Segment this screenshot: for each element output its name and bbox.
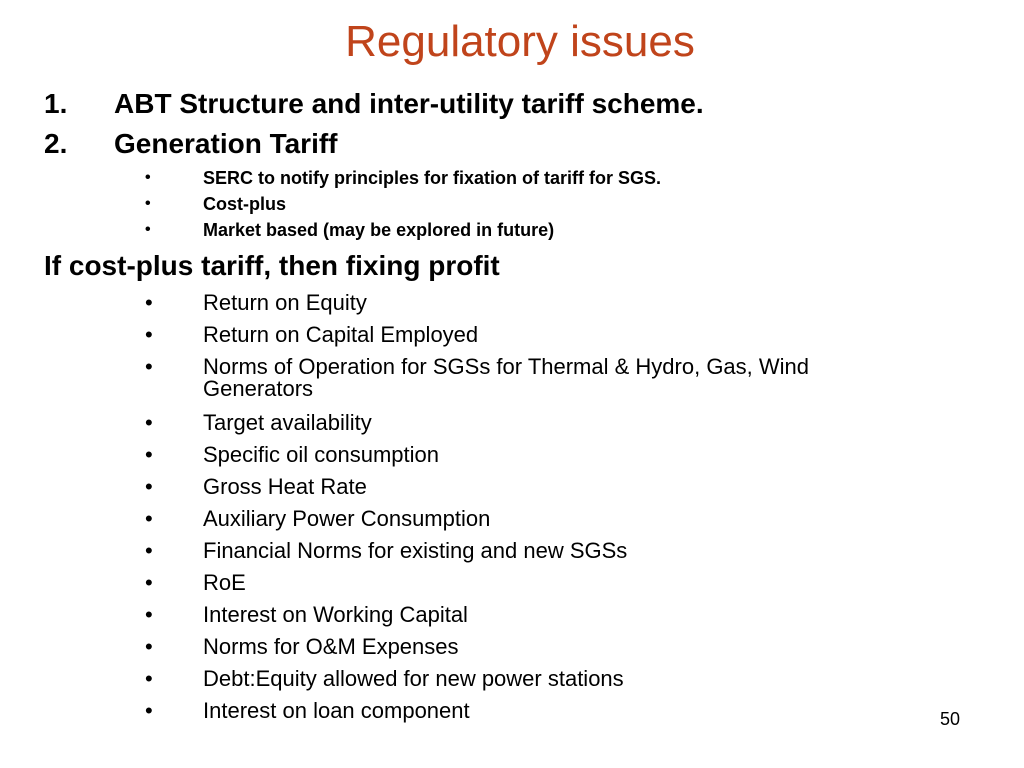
bullet-icon: •: [145, 570, 153, 595]
bullet-text: Interest on loan component: [203, 698, 470, 723]
numbered-item-1-number: 1.: [44, 88, 68, 119]
bullet-text: RoE: [203, 570, 246, 595]
bullet-icon: •: [145, 506, 153, 531]
bullet-text: Debt:Equity allowed for new power stations: [203, 666, 624, 691]
sub-bullet-text: SERC to notify principles for fixation of tariff for SGS.: [203, 168, 662, 188]
sub-bullet-text: Cost-plus: [203, 194, 286, 214]
bullet-icon: •: [145, 442, 153, 467]
bullet-text: Specific oil consumption: [203, 442, 440, 467]
numbered-item-1-text: ABT Structure and inter-utility tariff scheme.: [114, 88, 704, 119]
bullet-text: Gross Heat Rate: [203, 474, 367, 499]
bullet-icon: •: [145, 354, 153, 379]
bullet-icon: •: [145, 634, 153, 659]
bullet-icon: •: [145, 322, 153, 347]
sub-bullet-text: Market based (may be explored in future): [203, 220, 555, 240]
section-heading: If cost-plus tariff, then fixing profit: [44, 250, 500, 281]
bullet-text: Interest on Working Capital: [203, 602, 468, 627]
bullet-icon: •: [145, 698, 153, 723]
bullet-icon: •: [145, 474, 153, 499]
bullet-text: Target availability: [203, 410, 372, 435]
bullet-icon: •: [145, 221, 151, 238]
numbered-item-1: [44, 88, 704, 120]
bullet-icon: •: [145, 410, 153, 435]
bullet-text: Financial Norms for existing and new SGSs: [203, 538, 628, 563]
bullet-icon: •: [145, 290, 153, 315]
slide-title: Regulatory issues: [345, 17, 695, 66]
bullet-text: Return on Equity: [203, 290, 367, 315]
bullet-icon: •: [145, 169, 151, 186]
bullet-text: Norms for O&M Expenses: [203, 634, 459, 659]
numbered-item-2-number: 2.: [44, 128, 68, 159]
bullet-text: Norms of Operation for SGSs for Thermal & Hydro, Gas, Wind Generators: [203, 354, 810, 401]
bullet-icon: •: [145, 195, 151, 212]
bullet-text: Auxiliary Power Consumption: [203, 506, 491, 531]
bullet-icon: •: [145, 538, 153, 563]
bullet-icon: •: [145, 666, 153, 691]
bullet-icon: •: [145, 602, 153, 627]
bullet-text: Return on Capital Employed: [203, 322, 479, 347]
page-number: 50: [939, 709, 960, 729]
numbered-item-2: [44, 128, 338, 160]
numbered-item-2-text: Generation Tariff: [114, 128, 338, 159]
